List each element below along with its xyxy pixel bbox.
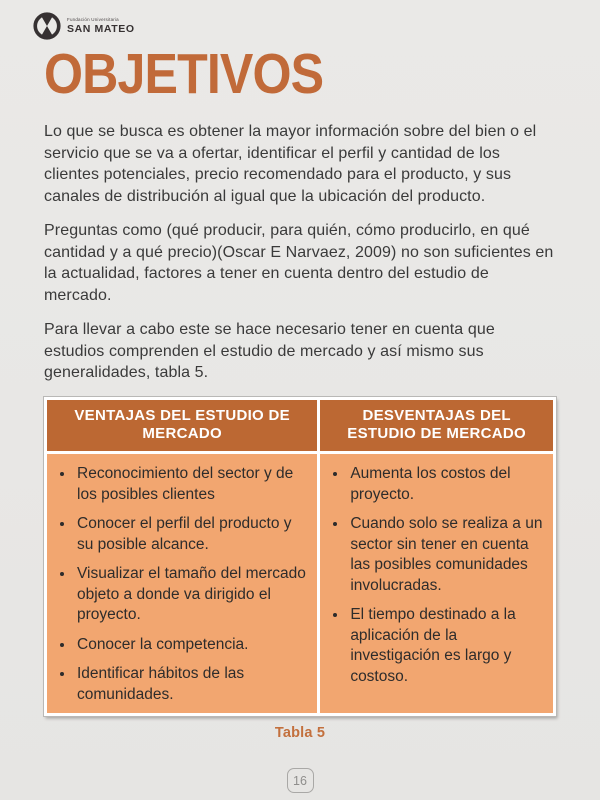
page-number-container [44, 768, 556, 793]
table-cell-ventajas [47, 454, 317, 713]
paragraph-2: Preguntas como (qué producir, para quién, cómo producirlo, en qué cantidad y a qué precio)(Oscar E Narvaez, 2009) no son suficientes en la actualidad, factores a tener en cuenta dentro del estudio de mercado. [44, 222, 554, 304]
paragraph-1: Lo que se busca es obtener la mayor información sobre del bien o el servicio que se va a ofertar, identificar el perfil y cantidad de los clientes potenciales, precio recomendado para el producto, y sus canales de distribución al igual que la ubicación del producto. [44, 123, 537, 205]
list-item: • Conocer el perfil del producto y su posible alcance. [75, 514, 307, 555]
list-item: • El tiempo destinado a la aplicación de la investigación es largo y costoso. [348, 605, 543, 687]
ventajas-list [55, 464, 307, 705]
table-grid [47, 400, 553, 714]
table-header-desventajas: DESVENTAJAS DEL ESTUDIO DE MERCADO [320, 400, 553, 452]
list-item: • Identificar hábitos de las comunidades. [75, 664, 307, 705]
table-caption: Tabla 5 [274, 725, 326, 741]
logo-text [67, 18, 135, 35]
list-item: • Aumenta los costos del proyecto. [348, 464, 543, 505]
desventajas-list [328, 464, 543, 687]
page-number-badge: 16 [287, 768, 314, 793]
paragraph-3: Para llevar a cabo este se hace necesario tener en cuenta que estudios comprenden el estudio de mercado y así mismo sus generalidades, tabla 5. [44, 321, 495, 381]
page-title: OBJETIVOS [44, 42, 324, 106]
university-logo [0, 0, 600, 40]
market-study-table [44, 397, 556, 717]
list-item: • Cuando solo se realiza a un sector sin tener en cuenta las posibles comunidades involucradas. [348, 514, 543, 596]
list-item: • Reconocimiento del sector y de los posibles clientes [75, 464, 307, 505]
list-item: • Visualizar el tamaño del mercado objeto a donde va dirigido el proyecto. [75, 564, 307, 626]
body-paragraphs [44, 121, 556, 384]
logo-line2: SAN MATEO [67, 22, 135, 35]
logo-line1: Fundación Universitaria [67, 16, 119, 22]
table-header-ventajas: VENTAJAS DEL ESTUDIO DE MERCADO [47, 400, 317, 452]
table-cell-desventajas [320, 454, 553, 713]
san-mateo-logo-icon [33, 12, 61, 40]
list-item: • Conocer la competencia. [75, 635, 307, 656]
